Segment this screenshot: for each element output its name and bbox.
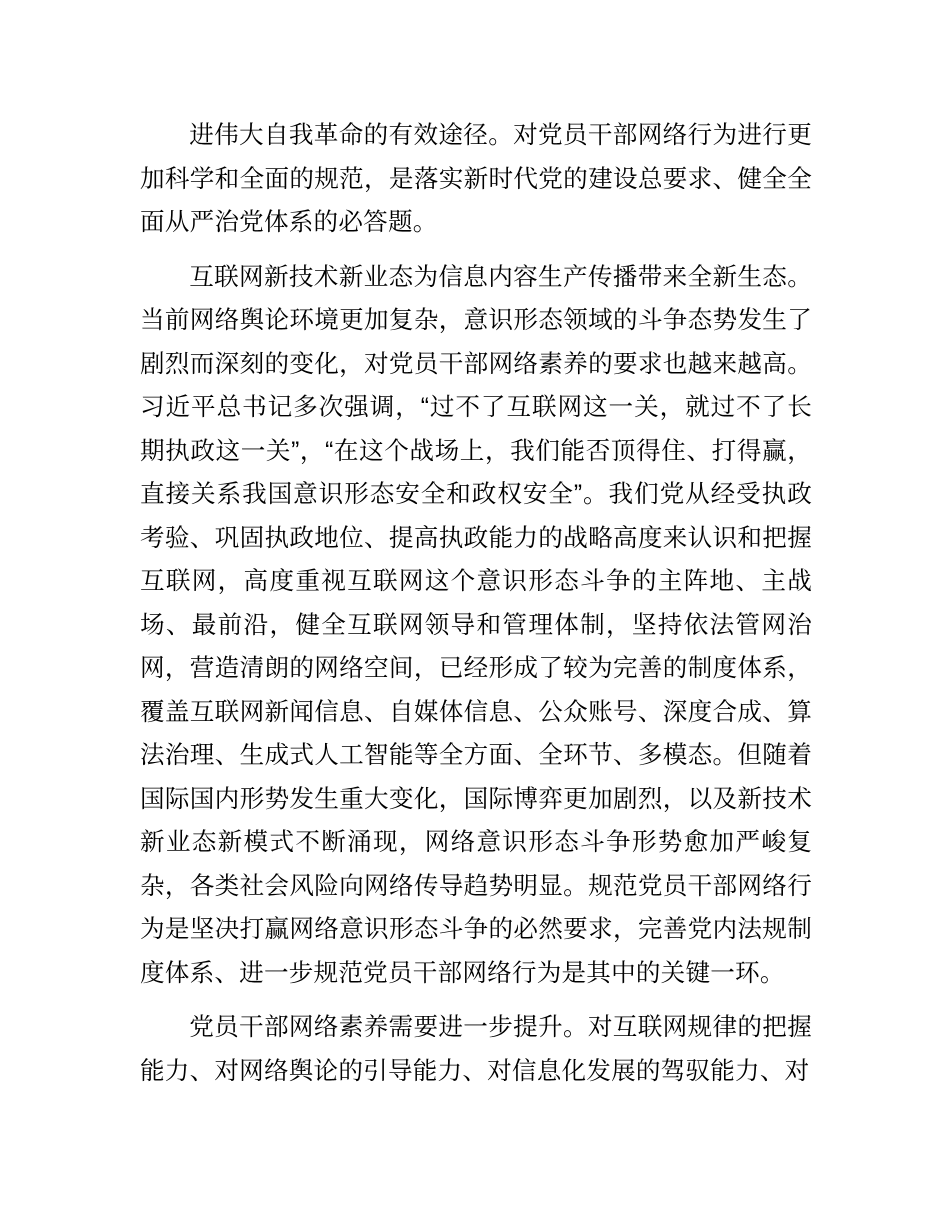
paragraph-1: 进伟大自我革命的有效途径。对党员干部网络行为进行更加科学和全面的规范，是落实新时代党的建设总要求、健全全面从严治党体系的必答题。 [140,122,812,236]
paragraph-3: 党员干部网络素养需要进一步提升。对互联网规律的把握能力、对网络舆论的引导能力、对信息化发展的驾驭能力、对 [140,1014,812,1085]
paragraph-2: 互联网新技术新业态为信息内容生产传播带来全新生态。当前网络舆论环境更加复杂，意识形态领域的斗争态势发生了剧烈而深刻的变化，对党员干部网络素养的要求也越来越高。习近平总书记多次强调，“过不了互联网这一关，就过不了长期执政这一关”，“在这个战场上，我们能否顶得住、打得赢，直接关系我国意识形态安全和政权安全”。我们党从经受执政考验、巩固执政地位、提高执政能力的战略高度来认识和把握互联网，高度重视互联网这个意识形态斗争的主阵地、主战场、最前沿，健全互联网领导和管理体制，坚持依法管网治网，营造清朗的网络空间，已经形成了较为完善的制度体系，覆盖互联网新闻信息、自媒体信息、公众账号、深度合成、算法治理、生成式人工智能等全方面、全环节、多模态。但随着国际国内形势发生重大变化，国际博弈更加剧烈，以及新技术新业态新模式不断涌现，网络意识形态斗争形势愈加严峻复杂，各类社会风险向网络传导趋势明显。规范党员干部网络行为是坚决打赢网络意识形态斗争的必然要求，完善党内法规制度体系、进一步规范党员干部网络行为是其中的关键一环。 [140,263,812,987]
document-body [140,114,812,1093]
